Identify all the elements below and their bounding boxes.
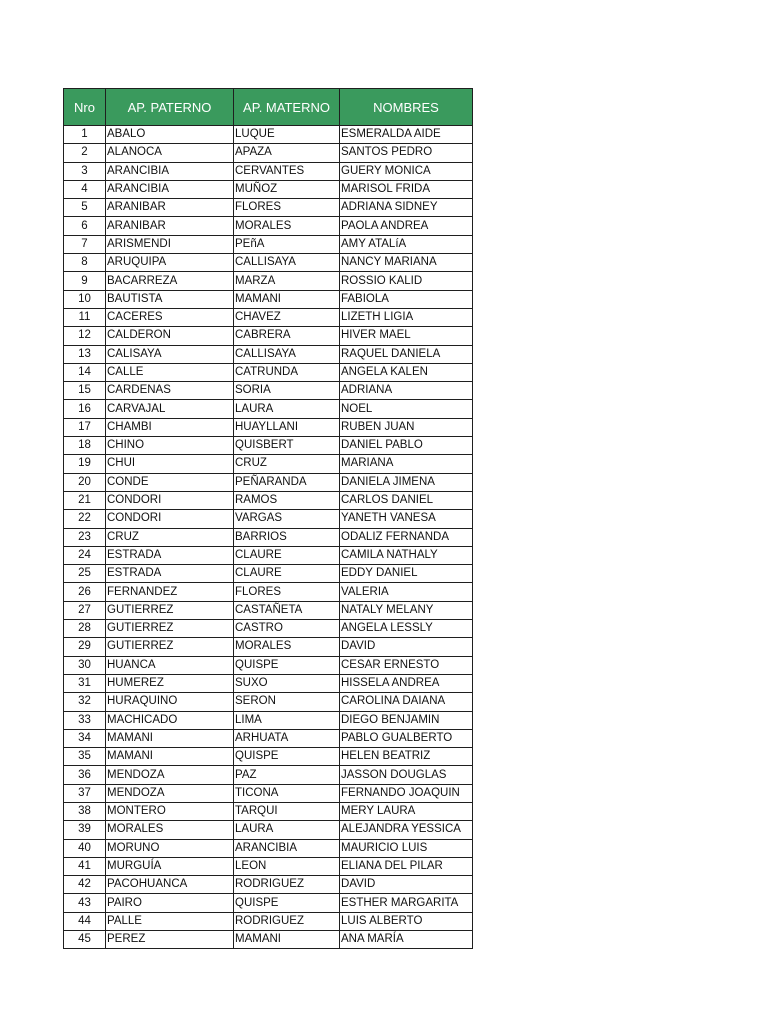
table-row <box>64 912 473 930</box>
apellido-materno-cell: MUÑOZ <box>234 180 340 198</box>
apellido-materno-cell: CLAURE <box>234 565 340 583</box>
apellido-materno-cell: RODRIGUEZ <box>234 912 340 930</box>
table-row <box>64 272 473 290</box>
apellido-paterno-cell: CALDERON <box>106 327 234 345</box>
nombres-cell: YANETH VANESA <box>340 510 473 528</box>
apellido-materno-cell: PEñA <box>234 235 340 253</box>
apellido-paterno-cell: MAMANI <box>106 748 234 766</box>
apellido-materno-cell: TARQUI <box>234 802 340 820</box>
table-row <box>64 565 473 583</box>
apellido-paterno-cell: ARISMENDI <box>106 235 234 253</box>
table-row <box>64 766 473 784</box>
table-row <box>64 528 473 546</box>
row-number-cell: 19 <box>64 455 106 473</box>
apellido-materno-cell: LEON <box>234 857 340 875</box>
row-number-cell: 39 <box>64 821 106 839</box>
row-number-cell: 13 <box>64 345 106 363</box>
row-number-cell: 20 <box>64 473 106 491</box>
apellido-paterno-cell: CONDORI <box>106 491 234 509</box>
row-number-cell: 36 <box>64 766 106 784</box>
table-row <box>64 290 473 308</box>
apellido-materno-cell: ARANCIBIA <box>234 839 340 857</box>
apellido-materno-cell: HUAYLLANI <box>234 418 340 436</box>
nombres-cell: ANGELA KALEN <box>340 363 473 381</box>
apellido-paterno-cell: ARANCIBIA <box>106 162 234 180</box>
table-row <box>64 235 473 253</box>
apellido-paterno-cell: CONDE <box>106 473 234 491</box>
nombres-cell: ANGELA LESSLY <box>340 620 473 638</box>
nombres-cell: RAQUEL DANIELA <box>340 345 473 363</box>
apellido-paterno-cell: HURAQUINO <box>106 693 234 711</box>
apellido-materno-cell: CERVANTES <box>234 162 340 180</box>
nombres-cell: MARIANA <box>340 455 473 473</box>
table-row <box>64 180 473 198</box>
row-number-cell: 37 <box>64 784 106 802</box>
row-number-cell: 15 <box>64 382 106 400</box>
row-number-cell: 42 <box>64 876 106 894</box>
table-row <box>64 217 473 235</box>
apellido-materno-cell: MORALES <box>234 638 340 656</box>
apellido-materno-cell: TICONA <box>234 784 340 802</box>
apellido-paterno-cell: HUANCA <box>106 656 234 674</box>
apellido-materno-cell: SORIA <box>234 382 340 400</box>
apellido-paterno-cell: ARANCIBIA <box>106 180 234 198</box>
nombres-cell: HELEN BEATRIZ <box>340 748 473 766</box>
table-row <box>64 126 473 144</box>
apellido-paterno-cell: GUTIERREZ <box>106 620 234 638</box>
apellido-paterno-cell: GUTIERREZ <box>106 638 234 656</box>
row-number-cell: 17 <box>64 418 106 436</box>
apellido-materno-cell: CASTRO <box>234 620 340 638</box>
table-row <box>64 656 473 674</box>
table-row <box>64 327 473 345</box>
apellido-materno-cell: CABRERA <box>234 327 340 345</box>
row-number-cell: 11 <box>64 308 106 326</box>
nombres-cell: LIZETH LIGIA <box>340 308 473 326</box>
apellido-paterno-cell: ABALO <box>106 126 234 144</box>
table-row <box>64 345 473 363</box>
table-row <box>64 802 473 820</box>
apellido-materno-cell: LAURA <box>234 821 340 839</box>
apellido-materno-cell: LAURA <box>234 400 340 418</box>
row-number-cell: 4 <box>64 180 106 198</box>
header-apellido-materno: AP. MATERNO <box>234 89 340 126</box>
apellido-paterno-cell: PALLE <box>106 912 234 930</box>
apellido-paterno-cell: ARUQUIPA <box>106 254 234 272</box>
table-row <box>64 583 473 601</box>
nombres-cell: DAVID <box>340 638 473 656</box>
row-number-cell: 9 <box>64 272 106 290</box>
row-number-cell: 8 <box>64 254 106 272</box>
row-number-cell: 31 <box>64 674 106 692</box>
apellido-paterno-cell: BACARREZA <box>106 272 234 290</box>
apellido-materno-cell: MAMANI <box>234 290 340 308</box>
row-number-cell: 25 <box>64 565 106 583</box>
apellido-paterno-cell: ARANIBAR <box>106 199 234 217</box>
nombres-cell: ESTHER MARGARITA <box>340 894 473 912</box>
nombres-cell: AMY ATALíA <box>340 235 473 253</box>
apellido-paterno-cell: MORALES <box>106 821 234 839</box>
nombres-cell: DANIEL PABLO <box>340 437 473 455</box>
table-row <box>64 693 473 711</box>
apellido-materno-cell: CLAURE <box>234 546 340 564</box>
nombres-cell: ANA MARÍA <box>340 931 473 949</box>
table-row <box>64 455 473 473</box>
table-row <box>64 473 473 491</box>
apellido-paterno-cell: FERNANDEZ <box>106 583 234 601</box>
nombres-cell: ODALIZ FERNANDA <box>340 528 473 546</box>
apellido-materno-cell: MORALES <box>234 217 340 235</box>
student-roster-table <box>63 88 473 949</box>
table-row <box>64 363 473 381</box>
row-number-cell: 43 <box>64 894 106 912</box>
row-number-cell: 23 <box>64 528 106 546</box>
row-number-cell: 10 <box>64 290 106 308</box>
apellido-paterno-cell: PAIRO <box>106 894 234 912</box>
apellido-materno-cell: ARHUATA <box>234 729 340 747</box>
nombres-cell: NANCY MARIANA <box>340 254 473 272</box>
nombres-cell: DAVID <box>340 876 473 894</box>
apellido-materno-cell: VARGAS <box>234 510 340 528</box>
nombres-cell: MAURICIO LUIS <box>340 839 473 857</box>
nombres-cell: CESAR ERNESTO <box>340 656 473 674</box>
apellido-materno-cell: CALLISAYA <box>234 345 340 363</box>
apellido-paterno-cell: MACHICADO <box>106 711 234 729</box>
nombres-cell: ELIANA DEL PILAR <box>340 857 473 875</box>
row-number-cell: 18 <box>64 437 106 455</box>
table-row <box>64 400 473 418</box>
table-row <box>64 729 473 747</box>
nombres-cell: ROSSIO KALID <box>340 272 473 290</box>
nombres-cell: VALERIA <box>340 583 473 601</box>
table-row <box>64 894 473 912</box>
header-nombres: NOMBRES <box>340 89 473 126</box>
nombres-cell: SANTOS PEDRO <box>340 144 473 162</box>
nombres-cell: PAOLA ANDREA <box>340 217 473 235</box>
table-header-row <box>64 89 473 126</box>
apellido-paterno-cell: CARVAJAL <box>106 400 234 418</box>
row-number-cell: 30 <box>64 656 106 674</box>
apellido-materno-cell: CASTAÑETA <box>234 601 340 619</box>
apellido-paterno-cell: PACOHUANCA <box>106 876 234 894</box>
row-number-cell: 33 <box>64 711 106 729</box>
header-apellido-paterno: AP. PATERNO <box>106 89 234 126</box>
row-number-cell: 21 <box>64 491 106 509</box>
table-row <box>64 546 473 564</box>
apellido-materno-cell: LUQUE <box>234 126 340 144</box>
table-row <box>64 382 473 400</box>
row-number-cell: 26 <box>64 583 106 601</box>
apellido-materno-cell: QUISPE <box>234 656 340 674</box>
nombres-cell: EDDY DANIEL <box>340 565 473 583</box>
row-number-cell: 41 <box>64 857 106 875</box>
row-number-cell: 16 <box>64 400 106 418</box>
row-number-cell: 44 <box>64 912 106 930</box>
nombres-cell: JASSON DOUGLAS <box>340 766 473 784</box>
apellido-paterno-cell: ESTRADA <box>106 546 234 564</box>
table-row <box>64 821 473 839</box>
nombres-cell: NATALY MELANY <box>340 601 473 619</box>
apellido-paterno-cell: HUMEREZ <box>106 674 234 692</box>
table-row <box>64 857 473 875</box>
apellido-materno-cell: MARZA <box>234 272 340 290</box>
apellido-materno-cell: SUXO <box>234 674 340 692</box>
apellido-paterno-cell: CALLE <box>106 363 234 381</box>
apellido-materno-cell: PEÑARANDA <box>234 473 340 491</box>
row-number-cell: 7 <box>64 235 106 253</box>
table-row <box>64 931 473 949</box>
apellido-materno-cell: RODRIGUEZ <box>234 876 340 894</box>
nombres-cell: FERNANDO JOAQUIN <box>340 784 473 802</box>
row-number-cell: 32 <box>64 693 106 711</box>
table-row <box>64 437 473 455</box>
row-number-cell: 2 <box>64 144 106 162</box>
table-row <box>64 199 473 217</box>
apellido-paterno-cell: MAMANI <box>106 729 234 747</box>
apellido-materno-cell: CALLISAYA <box>234 254 340 272</box>
nombres-cell: CAROLINA DAIANA <box>340 693 473 711</box>
apellido-materno-cell: SERON <box>234 693 340 711</box>
apellido-materno-cell: CRUZ <box>234 455 340 473</box>
apellido-materno-cell: FLORES <box>234 583 340 601</box>
nombres-cell: NOEL <box>340 400 473 418</box>
row-number-cell: 24 <box>64 546 106 564</box>
apellido-paterno-cell: CHUI <box>106 455 234 473</box>
nombres-cell: MARISOL FRIDA <box>340 180 473 198</box>
table-row <box>64 839 473 857</box>
table-row <box>64 144 473 162</box>
table-row <box>64 748 473 766</box>
nombres-cell: ESMERALDA AIDE <box>340 126 473 144</box>
nombres-cell: CARLOS DANIEL <box>340 491 473 509</box>
nombres-cell: ALEJANDRA YESSICA <box>340 821 473 839</box>
apellido-materno-cell: QUISPE <box>234 894 340 912</box>
row-number-cell: 40 <box>64 839 106 857</box>
nombres-cell: RUBEN JUAN <box>340 418 473 436</box>
apellido-paterno-cell: ESTRADA <box>106 565 234 583</box>
apellido-paterno-cell: GUTIERREZ <box>106 601 234 619</box>
row-number-cell: 35 <box>64 748 106 766</box>
row-number-cell: 1 <box>64 126 106 144</box>
apellido-materno-cell: APAZA <box>234 144 340 162</box>
nombres-cell: FABIOLA <box>340 290 473 308</box>
nombres-cell: MERY LAURA <box>340 802 473 820</box>
apellido-paterno-cell: MURGUÍA <box>106 857 234 875</box>
row-number-cell: 45 <box>64 931 106 949</box>
apellido-paterno-cell: CRUZ <box>106 528 234 546</box>
table-row <box>64 784 473 802</box>
row-number-cell: 3 <box>64 162 106 180</box>
row-number-cell: 22 <box>64 510 106 528</box>
table-row <box>64 510 473 528</box>
apellido-paterno-cell: ARANIBAR <box>106 217 234 235</box>
apellido-paterno-cell: MENDOZA <box>106 766 234 784</box>
apellido-paterno-cell: CALISAYA <box>106 345 234 363</box>
apellido-materno-cell: QUISPE <box>234 748 340 766</box>
row-number-cell: 27 <box>64 601 106 619</box>
nombres-cell: ADRIANA SIDNEY <box>340 199 473 217</box>
table-row <box>64 418 473 436</box>
table-row <box>64 638 473 656</box>
row-number-cell: 34 <box>64 729 106 747</box>
header-nro: Nro <box>64 89 106 126</box>
apellido-materno-cell: BARRIOS <box>234 528 340 546</box>
apellido-paterno-cell: CACERES <box>106 308 234 326</box>
table-row <box>64 254 473 272</box>
row-number-cell: 38 <box>64 802 106 820</box>
row-number-cell: 29 <box>64 638 106 656</box>
apellido-materno-cell: CATRUNDA <box>234 363 340 381</box>
table-row <box>64 674 473 692</box>
row-number-cell: 14 <box>64 363 106 381</box>
apellido-paterno-cell: MENDOZA <box>106 784 234 802</box>
table-row <box>64 601 473 619</box>
apellido-paterno-cell: PEREZ <box>106 931 234 949</box>
nombres-cell: PABLO GUALBERTO <box>340 729 473 747</box>
apellido-materno-cell: RAMOS <box>234 491 340 509</box>
apellido-materno-cell: MAMANI <box>234 931 340 949</box>
table-body <box>64 126 473 949</box>
table-row <box>64 876 473 894</box>
apellido-materno-cell: CHAVEZ <box>234 308 340 326</box>
apellido-paterno-cell: MONTERO <box>106 802 234 820</box>
apellido-paterno-cell: CONDORI <box>106 510 234 528</box>
nombres-cell: DANIELA JIMENA <box>340 473 473 491</box>
apellido-paterno-cell: CARDENAS <box>106 382 234 400</box>
table-row <box>64 620 473 638</box>
apellido-materno-cell: QUISBERT <box>234 437 340 455</box>
apellido-materno-cell: PAZ <box>234 766 340 784</box>
table-row <box>64 491 473 509</box>
apellido-paterno-cell: ALANOCA <box>106 144 234 162</box>
row-number-cell: 12 <box>64 327 106 345</box>
row-number-cell: 28 <box>64 620 106 638</box>
apellido-paterno-cell: BAUTISTA <box>106 290 234 308</box>
table-row <box>64 711 473 729</box>
table-row <box>64 162 473 180</box>
nombres-cell: ADRIANA <box>340 382 473 400</box>
table-row <box>64 308 473 326</box>
apellido-paterno-cell: CHINO <box>106 437 234 455</box>
apellido-paterno-cell: MORUNO <box>106 839 234 857</box>
nombres-cell: GUERY MONICA <box>340 162 473 180</box>
apellido-paterno-cell: CHAMBI <box>106 418 234 436</box>
nombres-cell: CAMILA NATHALY <box>340 546 473 564</box>
apellido-materno-cell: LIMA <box>234 711 340 729</box>
nombres-cell: HIVER MAEL <box>340 327 473 345</box>
nombres-cell: LUIS ALBERTO <box>340 912 473 930</box>
apellido-materno-cell: FLORES <box>234 199 340 217</box>
nombres-cell: HISSELA ANDREA <box>340 674 473 692</box>
nombres-cell: DIEGO BENJAMIN <box>340 711 473 729</box>
row-number-cell: 6 <box>64 217 106 235</box>
row-number-cell: 5 <box>64 199 106 217</box>
